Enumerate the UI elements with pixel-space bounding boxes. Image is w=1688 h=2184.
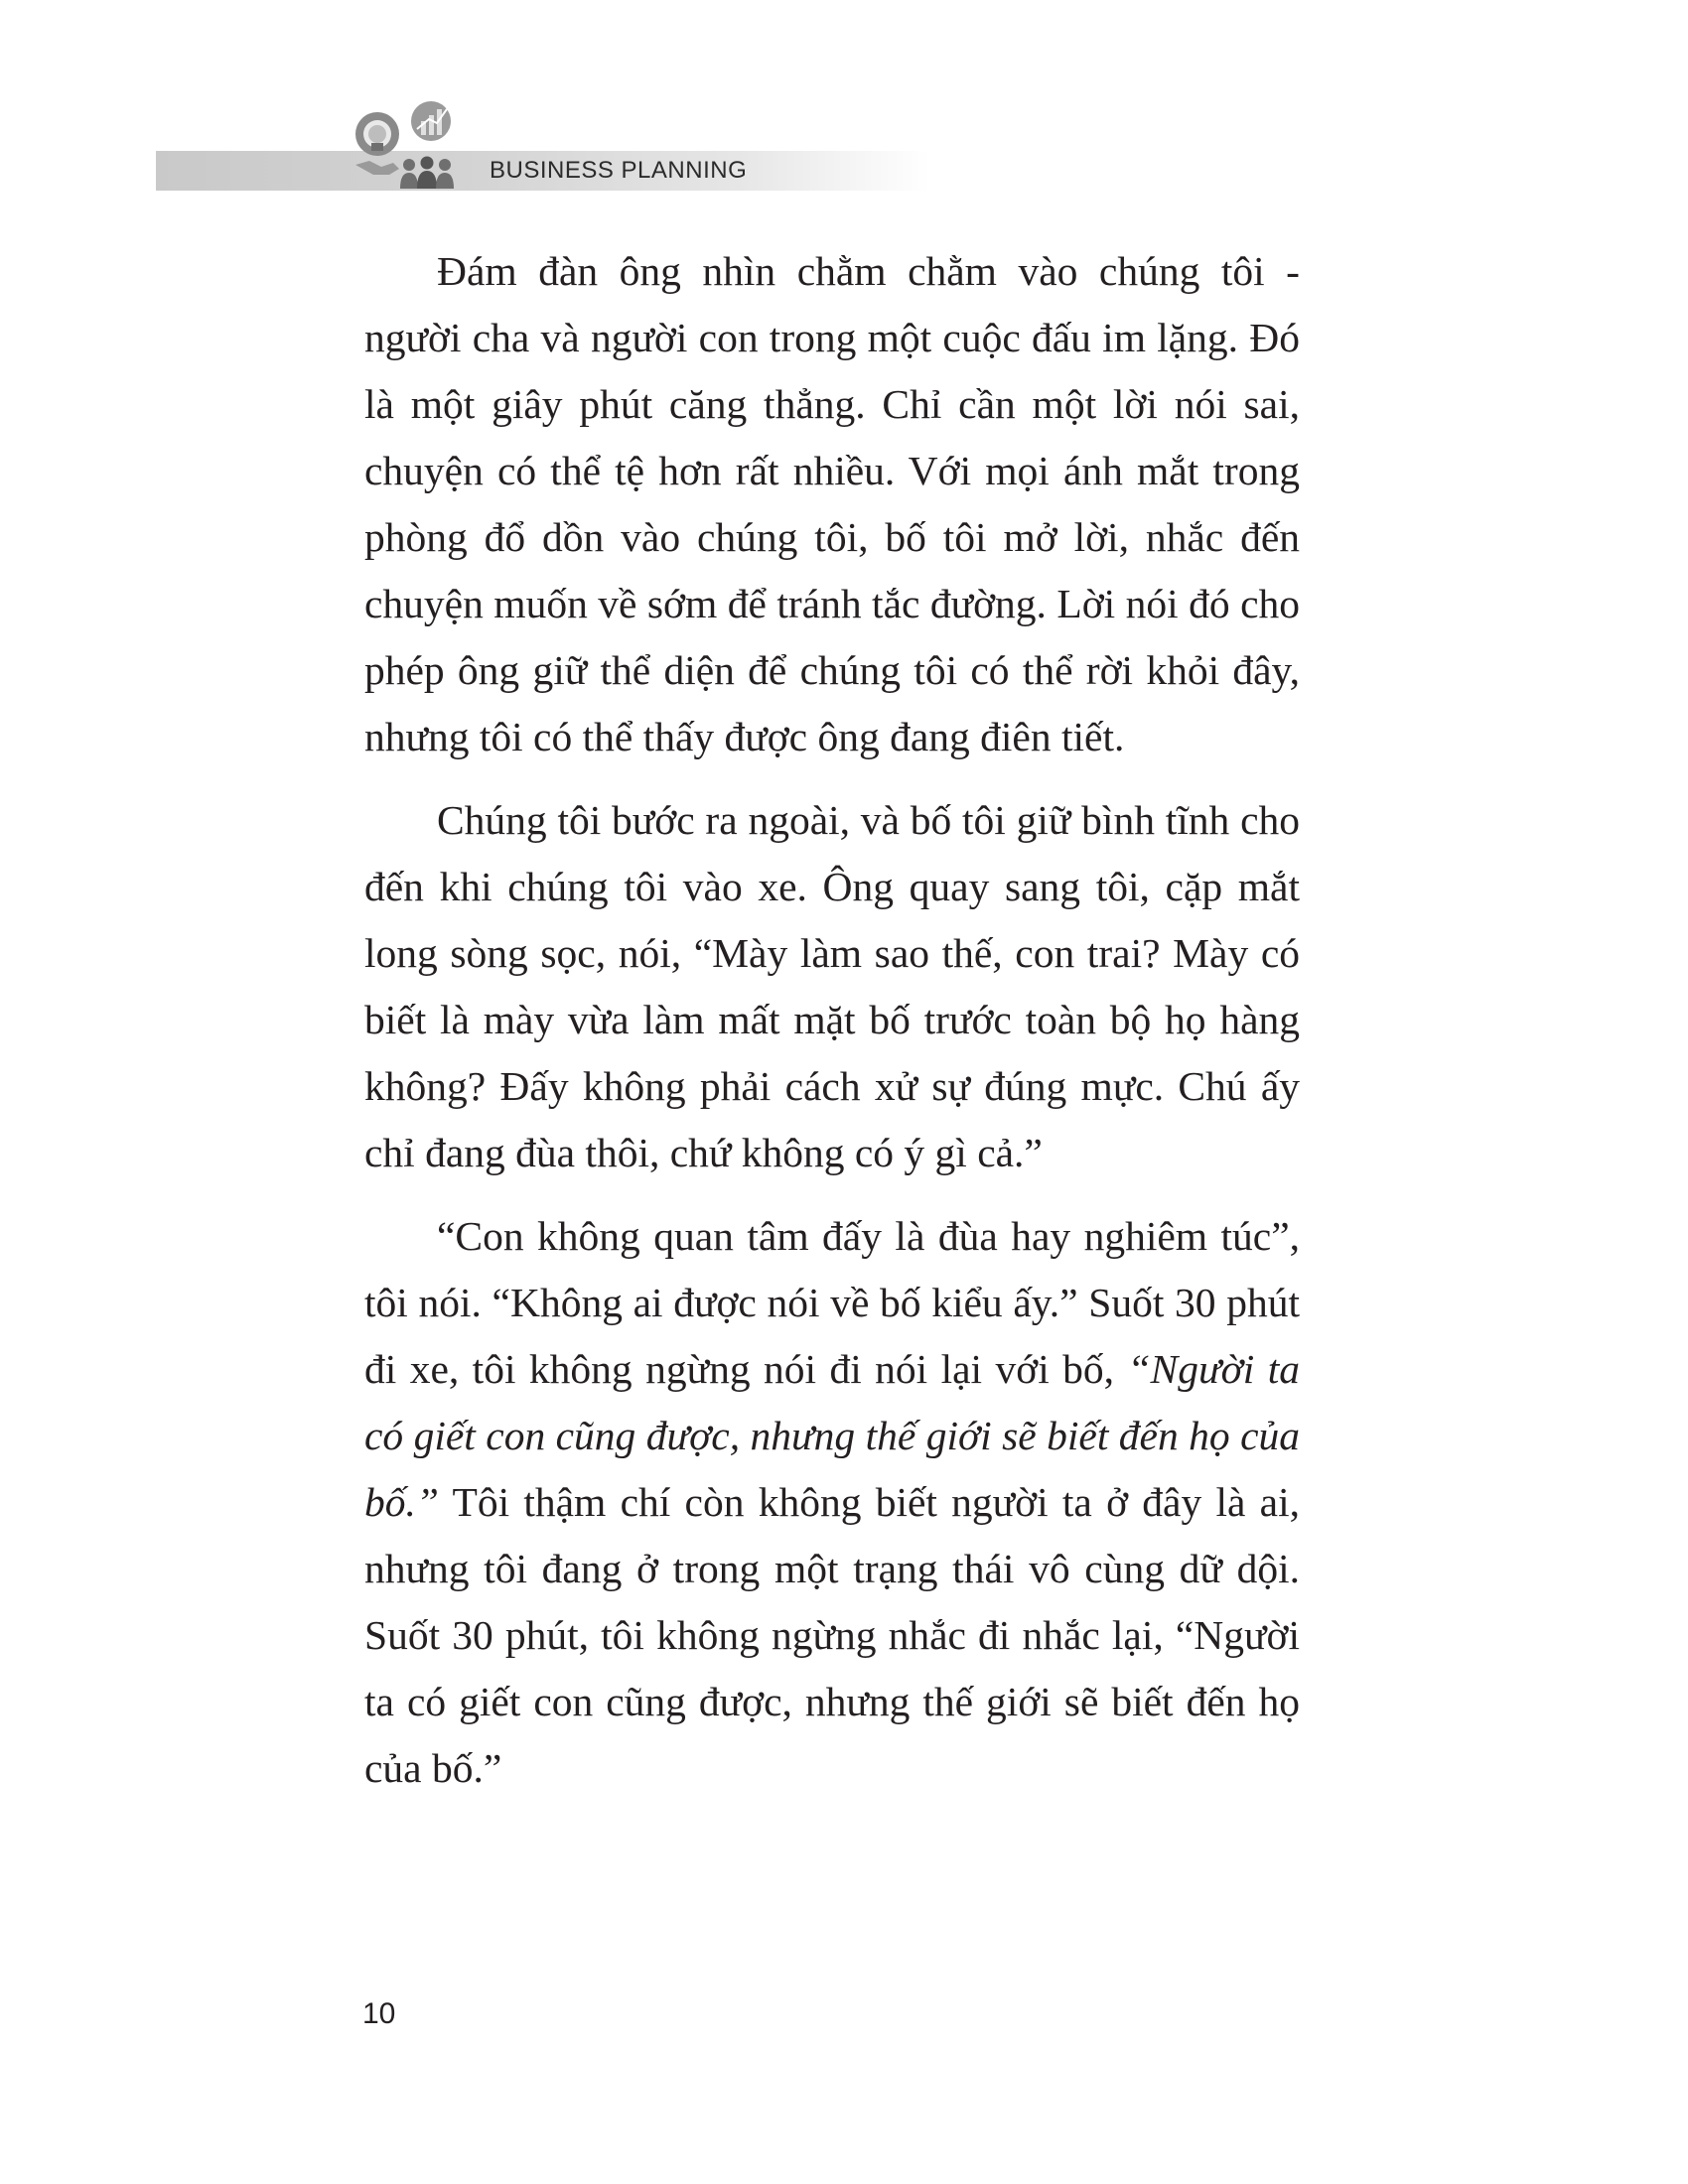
lightbulb-icon: [355, 112, 399, 156]
paragraph-3-end: Tôi thậm chí còn không biết người ta ở đây là ai, nhưng tôi đang ở trong một trạng thái vô cùng dữ dội. Suốt 30 phút, tôi không ngừng nhắc đi nhắc lại, “Người ta có giết con cũng được, nhưng thế giới sẽ biết đến họ của bố.”: [364, 1479, 1300, 1791]
paragraph-3-italic-quote: “Người ta có giết con cũng được, nhưng thế giới sẽ biết đến họ của bố.”: [364, 1346, 1300, 1525]
paragraph-2: Chúng tôi bước ra ngoài, và bố tôi giữ bình tĩnh cho đến khi chúng tôi vào xe. Ông quay sang tôi, cặp mắt long sòng sọc, nói, “Mày làm sao thế, con trai? Mày có biết là mày vừa làm mất mặt bố trước toàn bộ họ hàng không? Đấy không phải cách xử sự đúng mực. Chú ấy chỉ đang đùa thôi, chứ không có ý gì cả.”: [364, 797, 1300, 1175]
handshake-icon: [355, 161, 399, 175]
paragraph-3: [364, 1203, 1300, 1802]
header-logo: [350, 99, 469, 195]
paragraph-1: Đám đàn ông nhìn chằm chằm vào chúng tôi - người cha và người con trong một cuộc đấu im lặng. Đó là một giây phút căng thẳng. Chỉ cần một lời nói sai, chuyện có thể tệ hơn rất nhiều. Với mọi ánh mắt trong phòng đổ dồn vào chúng tôi, bố tôi mở lời, nhắc đến chuyện muốn về sớm để tránh tắc đường. Lời nói đó cho phép ông giữ thể diện để chúng tôi có thể rời khỏi đây, nhưng tôi có thể thấy được ông đang điên tiết.: [364, 248, 1300, 759]
business-people-icon: [400, 157, 454, 190]
growth-chart-icon: [411, 101, 451, 141]
paragraph-3-start: “Con không quan tâm đấy là đùa hay nghiêm túc”, tôi nói. “Không ai được nói về bố kiểu ấy.” Suốt 30 phút đi xe, tôi không ngừng nói đi nói lại với bố,: [364, 1213, 1300, 1392]
page-number: 10: [362, 1997, 396, 2030]
body-text: [364, 238, 1300, 1819]
running-header-title: BUSINESS PLANNING: [490, 157, 748, 184]
